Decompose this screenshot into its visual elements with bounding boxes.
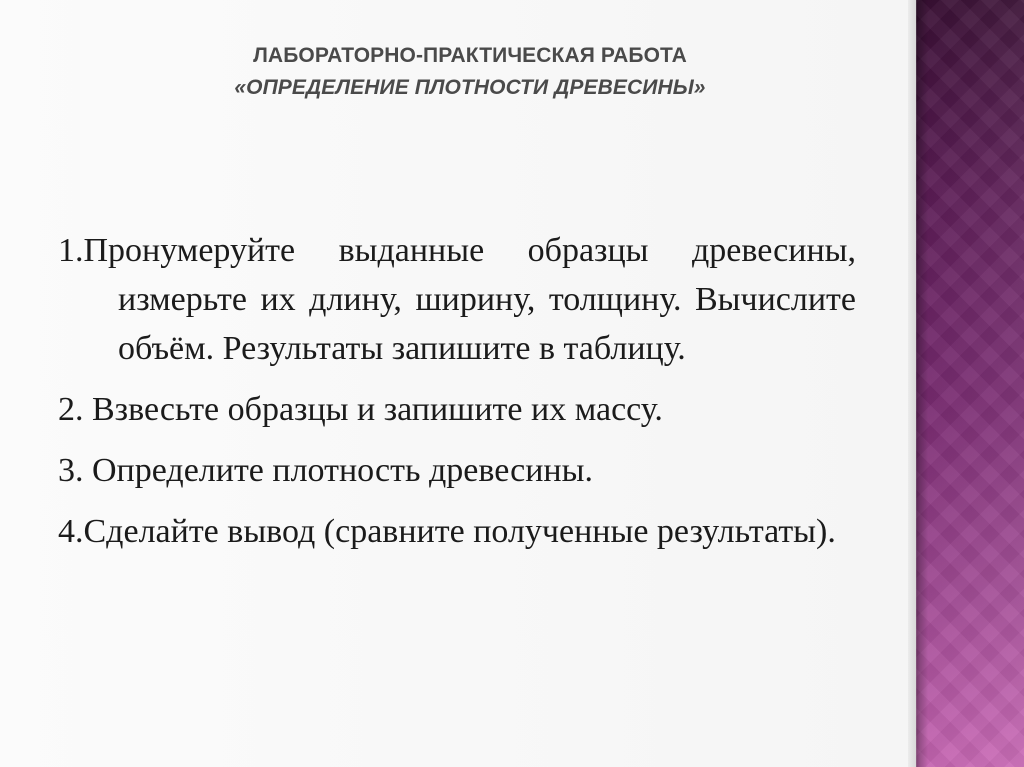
step-3: 3. Определите плотность древесины. <box>58 452 593 489</box>
slide-title-line-2: «ОПРЕДЕЛЕНИЕ ПЛОТНОСТИ ДРЕВЕСИНЫ» <box>234 76 706 99</box>
step-4: 4.Сделайте вывод (сравните полученные результаты). <box>58 513 836 550</box>
step-2: 2. Взвесьте образцы и запишите их массу. <box>58 391 663 428</box>
slide-content <box>58 226 856 556</box>
slide-divider <box>908 0 916 767</box>
slide-title-line-1: ЛАБОРАТОРНО-ПРАКТИЧЕСКАЯ РАБОТА <box>253 44 687 67</box>
slide-title <box>120 44 820 100</box>
decorative-side-band <box>916 0 1024 767</box>
step-1: 1.Пронумеруйте выданные образцы древесины, измерьте их длину, ширину, толщину. Вычислите объём. Результаты запишите в таблицу. <box>58 232 856 367</box>
